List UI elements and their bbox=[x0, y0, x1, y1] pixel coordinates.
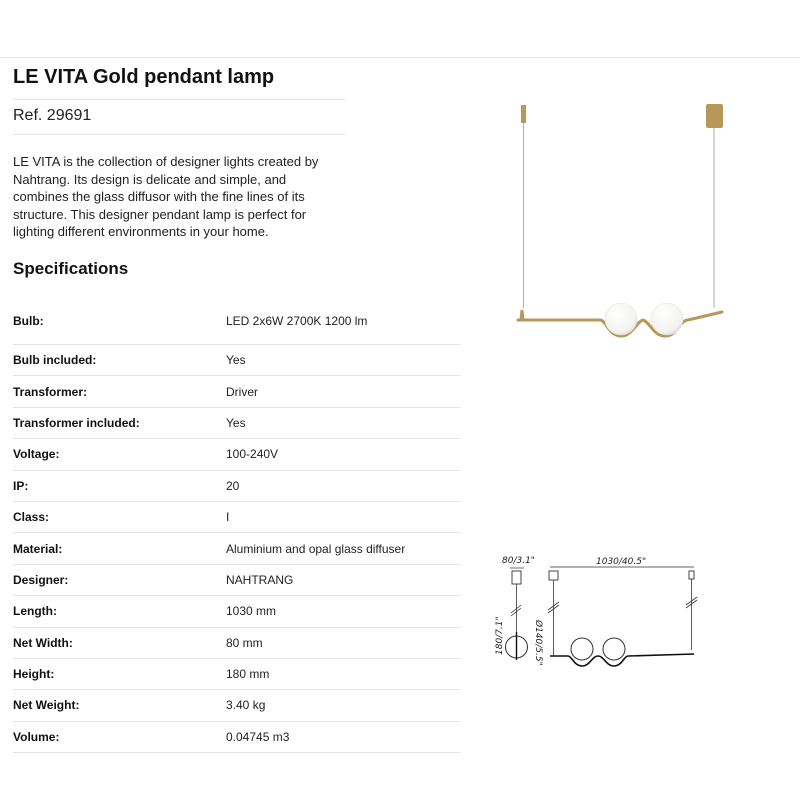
spec-label: Designer: bbox=[13, 572, 69, 587]
specifications-heading: Specifications bbox=[13, 259, 129, 278]
front-view-globe-left bbox=[571, 638, 593, 660]
spec-value: Aluminium and opal glass diffuser bbox=[226, 541, 406, 556]
spec-label: Material: bbox=[13, 541, 63, 556]
diameter-dimension-label: Ø140/5.5" bbox=[533, 620, 543, 666]
front-view-canopy-left bbox=[549, 571, 558, 580]
side-view-canopy bbox=[512, 571, 521, 584]
spec-row-ip bbox=[13, 471, 461, 502]
spec-value: Driver bbox=[226, 384, 258, 399]
spec-row-volume bbox=[13, 722, 461, 753]
spec-value: NAHTRANG bbox=[226, 572, 294, 587]
spec-label: Net Weight: bbox=[13, 698, 80, 713]
specifications-table bbox=[13, 298, 461, 753]
spec-value: LED 2x6W 2700K 1200 lm bbox=[226, 314, 368, 328]
spec-row-net-weight bbox=[13, 690, 461, 721]
spec-value: I bbox=[226, 510, 230, 525]
spec-label: Transformer: bbox=[13, 384, 88, 399]
product-reference: Ref. 29691 bbox=[13, 107, 92, 124]
spec-row-length bbox=[13, 596, 461, 627]
width-dimension-label: 80/3.1" bbox=[502, 556, 535, 566]
spec-value: 0.04745 m3 bbox=[226, 729, 290, 744]
spec-label: IP: bbox=[13, 478, 29, 493]
spec-value: 180 mm bbox=[226, 667, 270, 682]
spec-row-height bbox=[13, 659, 461, 690]
spec-row-bulb bbox=[13, 298, 461, 345]
product-image bbox=[508, 100, 728, 350]
spec-row-class bbox=[13, 502, 461, 533]
spec-value: 3.40 kg bbox=[226, 698, 266, 713]
spec-value: 80 mm bbox=[226, 635, 263, 650]
top-divider bbox=[0, 57, 800, 58]
title-divider bbox=[13, 99, 345, 100]
product-title: LE VITA Gold pendant lamp bbox=[13, 66, 275, 88]
spec-value: 20 bbox=[226, 478, 240, 493]
spec-value: Yes bbox=[226, 415, 246, 430]
glass-globe-left bbox=[605, 303, 637, 335]
glass-globe-right bbox=[651, 303, 683, 335]
spec-value: Yes bbox=[226, 353, 246, 368]
ceiling-canopy-left bbox=[521, 105, 526, 123]
ref-divider bbox=[13, 134, 345, 135]
spec-row-transformer-included bbox=[13, 408, 461, 439]
spec-row-designer bbox=[13, 565, 461, 596]
product-description: LE VITA is the collection of designer lights created by Nahtrang. Its design is delicate and simple, and combines the glass diffusor with the fine lines of its structure. This designer pendant lamp is perfect for lighting different environments in your home. bbox=[13, 154, 319, 239]
technical-drawing bbox=[490, 550, 720, 690]
spec-label: Bulb: bbox=[13, 314, 44, 328]
spec-row-net-width bbox=[13, 628, 461, 659]
spec-row-transformer bbox=[13, 376, 461, 407]
spec-label: Net Width: bbox=[13, 635, 73, 650]
length-dimension-label: 1030/40.5" bbox=[596, 557, 647, 567]
front-view-canopy-right bbox=[689, 571, 694, 579]
height-dimension-label: 180/7.1" bbox=[495, 616, 505, 655]
spec-value: 1030 mm bbox=[226, 604, 277, 619]
spec-label: Voltage: bbox=[13, 447, 60, 462]
spec-label: Volume: bbox=[13, 729, 60, 744]
front-view-body bbox=[550, 654, 694, 666]
ceiling-canopy-right bbox=[706, 104, 723, 128]
spec-label: Height: bbox=[13, 667, 55, 682]
spec-label: Class: bbox=[13, 510, 50, 525]
spec-label: Bulb included: bbox=[13, 353, 97, 368]
spec-row-bulb-included bbox=[13, 345, 461, 376]
spec-row-material bbox=[13, 533, 461, 564]
spec-label: Transformer included: bbox=[13, 415, 140, 430]
spec-value: 100-240V bbox=[226, 447, 279, 462]
spec-label: Length: bbox=[13, 604, 57, 619]
spec-row-voltage bbox=[13, 439, 461, 470]
front-view-globe-right bbox=[603, 638, 625, 660]
